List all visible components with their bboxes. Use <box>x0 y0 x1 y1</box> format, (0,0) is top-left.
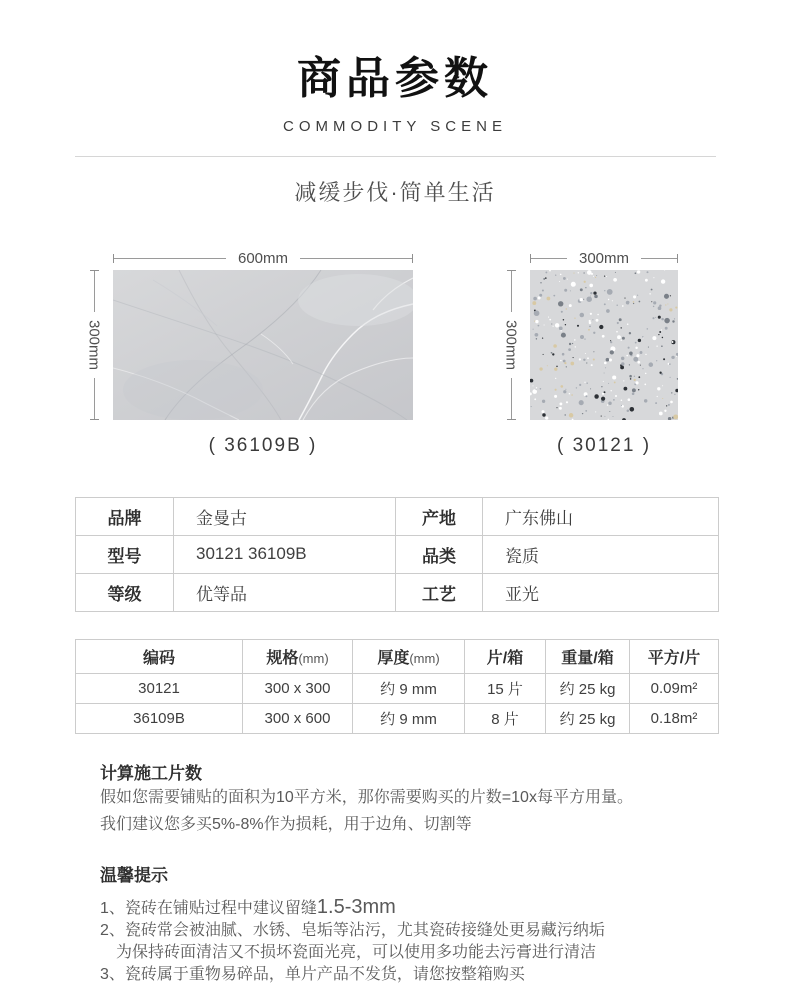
spec-cell: 约 9 mm <box>353 703 465 733</box>
slogan-text: 减缓步伐·简单生活 <box>294 179 496 205</box>
dimension-tick <box>677 254 678 263</box>
list-item-continuation: 为保持砖面清洁又不损坏瓷面光亮，可以使用多功能去污膏进行清洁 <box>116 943 597 961</box>
product-spec-table <box>75 639 719 734</box>
dimension-line <box>511 271 512 312</box>
page-title: 商品参数 <box>297 54 493 103</box>
spec-row <box>76 703 719 733</box>
dimension-line <box>641 258 677 259</box>
tips-list <box>100 896 720 986</box>
spec-header: 厚度(mm) <box>353 639 465 673</box>
dimension-line <box>531 258 567 259</box>
spec-header: 编码 <box>76 639 243 673</box>
calc-section-title: 计算施工片数 <box>100 763 202 783</box>
spec-cell: 15 片 <box>465 673 546 703</box>
spec-cell: 约 9 mm <box>353 673 465 703</box>
spec-cell: 36109B <box>76 703 243 733</box>
info-value: 优等品 <box>174 573 396 611</box>
info-value: 30121 36109B <box>174 535 396 573</box>
width-dimension-label: 300mm <box>578 249 630 267</box>
tips-section-title: 温馨提示 <box>100 865 168 885</box>
height-dimension-30121 <box>500 270 522 420</box>
spec-header: 重量/箱 <box>546 639 630 673</box>
spec-header: 规格(mm) <box>243 639 353 673</box>
tile-figure-36109b <box>83 251 413 457</box>
dimension-line <box>94 378 95 419</box>
dimension-tick <box>507 419 516 420</box>
info-label: 型号 <box>76 535 174 573</box>
dimension-line <box>114 258 226 259</box>
tile-image-terrazzo <box>530 270 678 420</box>
calc-line: 我们建议您多买5%-8%作为损耗，用于边角、切割等 <box>100 815 472 833</box>
header-divider <box>75 156 716 157</box>
info-label: 品类 <box>396 535 483 573</box>
product-info-table <box>75 497 719 612</box>
dimension-line <box>300 258 412 259</box>
spec-cell: 30121 <box>76 673 243 703</box>
spec-header-row <box>76 639 719 673</box>
spec-row <box>76 673 719 703</box>
table-row <box>76 497 719 535</box>
info-label: 工艺 <box>396 573 483 611</box>
spec-cell: 0.18m² <box>630 703 719 733</box>
width-dimension-label: 600mm <box>237 249 289 267</box>
info-label: 品牌 <box>76 497 174 535</box>
calc-section <box>100 759 720 838</box>
height-dimension-36109b <box>83 270 105 420</box>
list-item: 2、瓷砖常会被油腻、水锈、皂垢等沾污，尤其瓷砖接缝处更易藏污纳垢 为保持砖面清洁又不损坏瓷面光亮，可以使用多功能去污膏进行清洁 <box>100 920 720 964</box>
info-label: 等级 <box>76 573 174 611</box>
tile-caption-36109b: ( 36109B ) <box>208 434 318 456</box>
table-row <box>76 573 719 611</box>
header <box>0 0 790 135</box>
tip-emphasis: 1.5-3mm <box>316 895 396 918</box>
list-item: 1、瓷砖在铺贴过程中建议留缝1.5-3mm <box>100 895 396 918</box>
info-value: 瓷质 <box>483 535 719 573</box>
info-value: 金曼古 <box>174 497 396 535</box>
spec-header: 平方/片 <box>630 639 719 673</box>
info-label: 产地 <box>396 497 483 535</box>
calc-line: 假如您需要铺贴的面积为10平方米，那你需要购买的片数=10x每平方用量。 <box>100 788 633 806</box>
dimension-tick <box>90 419 99 420</box>
spec-cell: 300 x 600 <box>243 703 353 733</box>
tips-section <box>100 861 720 986</box>
spec-cell: 0.09m² <box>630 673 719 703</box>
info-value: 广东佛山 <box>483 497 719 535</box>
tile-preview-section <box>0 251 790 457</box>
width-dimension-36109b <box>113 251 413 266</box>
height-dimension-label: 300mm <box>502 319 520 370</box>
dimension-line <box>94 271 95 312</box>
table-row <box>76 535 719 573</box>
list-item: 3、瓷砖属于重物易碎品，单片产品不发货，请您按整箱购买 <box>100 965 525 983</box>
info-value: 亚光 <box>483 573 719 611</box>
width-dimension-30121 <box>530 251 678 266</box>
page-subtitle-en: COMMODITY SCENE <box>283 117 507 135</box>
height-dimension-label: 300mm <box>85 319 103 370</box>
tile-figure-30121 <box>500 251 678 457</box>
spec-cell: 约 25 kg <box>546 703 630 733</box>
spec-cell: 约 25 kg <box>546 673 630 703</box>
tile-caption-30121: ( 30121 ) <box>556 434 652 456</box>
tile-image-marble <box>113 270 413 420</box>
spec-cell: 300 x 300 <box>243 673 353 703</box>
spec-cell: 8 片 <box>465 703 546 733</box>
dimension-tick <box>412 254 413 263</box>
dimension-line <box>511 378 512 419</box>
spec-header: 片/箱 <box>465 639 546 673</box>
